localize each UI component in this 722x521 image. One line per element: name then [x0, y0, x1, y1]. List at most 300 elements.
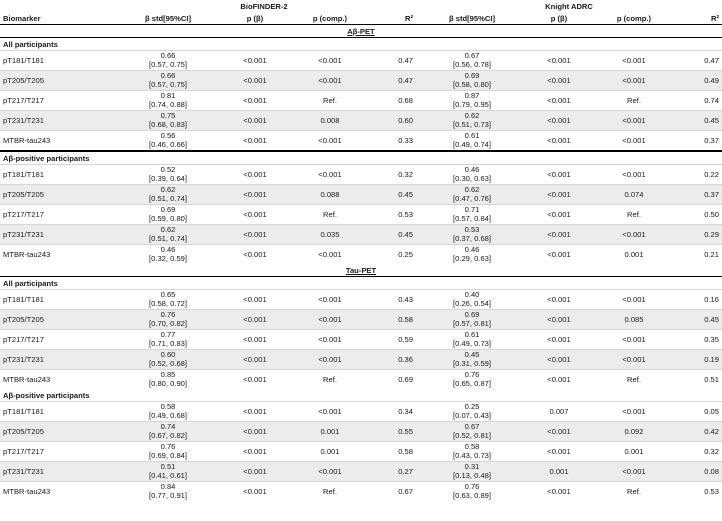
biofinder-r2-cell: 0.34 [374, 402, 416, 422]
knight-p-comp-cell: Ref. [590, 205, 678, 225]
biofinder-r2-cell: 0.32 [374, 165, 416, 185]
beta-value: 0.76 [160, 441, 176, 451]
knight-p-comp-cell: <0.001 [590, 51, 678, 71]
table-row [0, 245, 722, 265]
confidence-interval: [0.71, 0.83] [149, 338, 187, 348]
biomarker-cell: pT231/T231 [0, 111, 112, 131]
biofinder-beta-cell [112, 330, 224, 350]
biofinder-beta-cell [112, 370, 224, 390]
knight-beta-cell [416, 71, 528, 91]
beta-value: 0.66 [160, 50, 176, 60]
beta-value: 0.61 [464, 130, 480, 140]
biofinder-p-comp-cell: 0.088 [286, 185, 374, 205]
cohort-spacer [0, 0, 112, 12]
biofinder-p-beta-cell: <0.001 [224, 350, 286, 370]
biofinder-p-comp-cell: <0.001 [286, 131, 374, 152]
knight-beta-cell [416, 442, 528, 462]
biofinder-p-comp-cell: <0.001 [286, 462, 374, 482]
biofinder-beta-cell [112, 482, 224, 502]
knight-r2-cell: 0.37 [678, 131, 722, 152]
confidence-interval: [0.57, 0.84] [453, 213, 491, 223]
beta-value: 0.62 [464, 110, 480, 120]
group-row [0, 277, 722, 290]
knight-p-beta-cell: <0.001 [528, 370, 590, 390]
beta-value: 0.76 [160, 309, 176, 319]
header-r2: R² [678, 12, 722, 25]
biofinder-p-comp-cell: <0.001 [286, 350, 374, 370]
beta-value: 0.56 [160, 130, 176, 140]
biofinder-r2-cell: 0.45 [374, 225, 416, 245]
biomarker-cell: MTBR-tau243 [0, 245, 112, 265]
knight-p-beta-cell: <0.001 [528, 225, 590, 245]
table-row [0, 51, 722, 71]
knight-p-comp-cell: 0.074 [590, 185, 678, 205]
beta-value: 0.67 [464, 421, 480, 431]
confidence-interval: [0.51, 0.73] [453, 119, 491, 129]
confidence-interval: [0.77, 0.91] [149, 490, 187, 500]
knight-beta-cell [416, 462, 528, 482]
confidence-interval: [0.41, 0.61] [149, 470, 187, 480]
biomarker-cell: pT231/T231 [0, 462, 112, 482]
header-p-comp: p (comp.) [590, 12, 678, 25]
biomarker-cell: pT181/T181 [0, 51, 112, 71]
beta-value: 0.46 [160, 244, 176, 254]
beta-value: 0.62 [160, 184, 176, 194]
biofinder-p-beta-cell: <0.001 [224, 165, 286, 185]
beta-value: 0.61 [464, 329, 480, 339]
biofinder-r2-cell: 0.68 [374, 91, 416, 111]
confidence-interval: [0.79, 0.95] [453, 99, 491, 109]
beta-value: 0.76 [464, 369, 480, 379]
knight-p-beta-cell: <0.001 [528, 71, 590, 91]
confidence-interval: [0.43, 0.73] [453, 450, 491, 460]
knight-r2-cell: 0.42 [678, 422, 722, 442]
biofinder-beta-cell [112, 310, 224, 330]
biofinder-p-beta-cell: <0.001 [224, 422, 286, 442]
knight-beta-cell [416, 330, 528, 350]
biofinder-r2-cell: 0.58 [374, 442, 416, 462]
group-label: Aβ-positive participants [0, 389, 722, 402]
biofinder-p-beta-cell: <0.001 [224, 245, 286, 265]
biofinder-p-beta-cell: <0.001 [224, 131, 286, 152]
table-row [0, 462, 722, 482]
cohort-knight: Knight ADRC [545, 1, 593, 11]
biofinder-beta-cell [112, 91, 224, 111]
beta-value: 0.58 [160, 401, 176, 411]
knight-r2-cell: 0.29 [678, 225, 722, 245]
biofinder-r2-cell: 0.60 [374, 111, 416, 131]
biofinder-r2-cell: 0.33 [374, 131, 416, 152]
beta-value: 0.77 [160, 329, 176, 339]
section-row [0, 264, 722, 277]
header-beta-std: β std[95%CI] [112, 12, 224, 25]
table-row [0, 131, 722, 152]
biofinder-p-comp-cell: <0.001 [286, 165, 374, 185]
biomarker-cell: pT205/T205 [0, 310, 112, 330]
biofinder-beta-cell [112, 225, 224, 245]
knight-p-comp-cell: 0.085 [590, 310, 678, 330]
biofinder-p-comp-cell: <0.001 [286, 330, 374, 350]
beta-value: 0.69 [160, 204, 176, 214]
knight-r2-cell: 0.19 [678, 350, 722, 370]
beta-value: 0.81 [160, 90, 176, 100]
biofinder-p-beta-cell: <0.001 [224, 51, 286, 71]
confidence-interval: [0.13, 0.48] [453, 470, 491, 480]
knight-beta-cell [416, 402, 528, 422]
biofinder-r2-cell: 0.47 [374, 51, 416, 71]
confidence-interval: [0.69, 0.84] [149, 450, 187, 460]
knight-p-beta-cell: <0.001 [528, 482, 590, 502]
biomarker-cell: pT217/T217 [0, 442, 112, 462]
biomarker-cell: MTBR-tau243 [0, 131, 112, 152]
confidence-interval: [0.49, 0.68] [149, 410, 187, 420]
knight-r2-cell: 0.45 [678, 111, 722, 131]
knight-beta-cell [416, 225, 528, 245]
confidence-interval: [0.32, 0.59] [149, 253, 187, 263]
biofinder-p-comp-cell: Ref. [286, 91, 374, 111]
biofinder-p-comp-cell: Ref. [286, 205, 374, 225]
biofinder-p-comp-cell: Ref. [286, 370, 374, 390]
table-row [0, 310, 722, 330]
knight-r2-cell: 0.45 [678, 310, 722, 330]
biofinder-p-comp-cell: <0.001 [286, 245, 374, 265]
table-row [0, 422, 722, 442]
knight-beta-cell [416, 205, 528, 225]
knight-beta-cell [416, 310, 528, 330]
biofinder-beta-cell [112, 51, 224, 71]
beta-value: 0.87 [464, 90, 480, 100]
biofinder-p-beta-cell: <0.001 [224, 482, 286, 502]
knight-p-comp-cell: <0.001 [590, 402, 678, 422]
knight-r2-cell: 0.21 [678, 245, 722, 265]
biofinder-r2-cell: 0.67 [374, 482, 416, 502]
biomarker-cell: pT181/T181 [0, 402, 112, 422]
knight-p-beta-cell: <0.001 [528, 131, 590, 152]
biofinder-beta-cell [112, 442, 224, 462]
table-row [0, 225, 722, 245]
beta-value: 0.31 [464, 461, 480, 471]
biofinder-beta-cell [112, 350, 224, 370]
table-row [0, 330, 722, 350]
beta-value: 0.69 [464, 70, 480, 80]
group-row [0, 389, 722, 402]
group-label: Aβ-positive participants [0, 151, 722, 165]
knight-p-beta-cell: <0.001 [528, 51, 590, 71]
beta-value: 0.58 [464, 441, 480, 451]
header-p-beta: p (β) [528, 12, 590, 25]
biofinder-p-beta-cell: <0.001 [224, 205, 286, 225]
confidence-interval: [0.67, 0.82] [149, 430, 187, 440]
knight-p-comp-cell: <0.001 [590, 165, 678, 185]
beta-value: 0.60 [160, 349, 176, 359]
biofinder-beta-cell [112, 165, 224, 185]
knight-p-beta-cell: 0.001 [528, 462, 590, 482]
group-row [0, 151, 722, 165]
knight-r2-cell: 0.37 [678, 185, 722, 205]
biofinder-p-beta-cell: <0.001 [224, 370, 286, 390]
confidence-interval: [0.39, 0.64] [149, 173, 187, 183]
knight-r2-cell: 0.50 [678, 205, 722, 225]
biofinder-r2-cell: 0.25 [374, 245, 416, 265]
header-p-beta: p (β) [224, 12, 286, 25]
group-label: All participants [0, 277, 722, 290]
group-row [0, 38, 722, 51]
confidence-interval: [0.59, 0.80] [149, 213, 187, 223]
knight-p-comp-cell: <0.001 [590, 462, 678, 482]
confidence-interval: [0.07, 0.43] [453, 410, 491, 420]
confidence-interval: [0.31, 0.59] [453, 358, 491, 368]
biofinder-beta-cell [112, 422, 224, 442]
confidence-interval: [0.74, 0.88] [149, 99, 187, 109]
biomarker-cell: pT205/T205 [0, 71, 112, 91]
knight-p-beta-cell: <0.001 [528, 310, 590, 330]
biofinder-p-comp-cell: 0.008 [286, 111, 374, 131]
biofinder-p-beta-cell: <0.001 [224, 402, 286, 422]
knight-beta-cell [416, 111, 528, 131]
biomarker-cell: MTBR-tau243 [0, 370, 112, 390]
biomarker-cell: pT231/T231 [0, 350, 112, 370]
knight-p-beta-cell: <0.001 [528, 245, 590, 265]
header-p-comp: p (comp.) [286, 12, 374, 25]
biofinder-beta-cell [112, 462, 224, 482]
knight-beta-cell [416, 482, 528, 502]
knight-beta-cell [416, 290, 528, 310]
table-row [0, 91, 722, 111]
knight-beta-cell [416, 51, 528, 71]
biofinder-r2-cell: 0.47 [374, 71, 416, 91]
knight-r2-cell: 0.53 [678, 482, 722, 502]
knight-p-comp-cell: <0.001 [590, 71, 678, 91]
beta-value: 0.74 [160, 421, 176, 431]
beta-value: 0.85 [160, 369, 176, 379]
table-row [0, 165, 722, 185]
beta-value: 0.45 [464, 349, 480, 359]
knight-p-beta-cell: <0.001 [528, 330, 590, 350]
biofinder-p-beta-cell: <0.001 [224, 71, 286, 91]
biofinder-beta-cell [112, 111, 224, 131]
biomarker-cell: pT181/T181 [0, 290, 112, 310]
confidence-interval: [0.51, 0.74] [149, 233, 187, 243]
header-biomarker: Biomarker [0, 12, 112, 25]
confidence-interval: [0.58, 0.80] [453, 79, 491, 89]
biofinder-beta-cell [112, 71, 224, 91]
table-row [0, 290, 722, 310]
beta-value: 0.84 [160, 481, 176, 491]
knight-p-beta-cell: <0.001 [528, 422, 590, 442]
table-row [0, 370, 722, 390]
confidence-interval: [0.58, 0.72] [149, 298, 187, 308]
knight-p-comp-cell: <0.001 [590, 330, 678, 350]
knight-p-comp-cell: <0.001 [590, 131, 678, 152]
confidence-interval: [0.80, 0.90] [149, 378, 187, 388]
knight-p-beta-cell: <0.001 [528, 290, 590, 310]
group-label: All participants [0, 38, 722, 51]
beta-value: 0.40 [464, 289, 480, 299]
knight-p-beta-cell: <0.001 [528, 205, 590, 225]
beta-value: 0.62 [464, 184, 480, 194]
confidence-interval: [0.26, 0.54] [453, 298, 491, 308]
beta-value: 0.53 [464, 224, 480, 234]
column-header-row [0, 12, 722, 25]
knight-r2-cell: 0.08 [678, 462, 722, 482]
biofinder-p-beta-cell: <0.001 [224, 111, 286, 131]
biofinder-r2-cell: 0.45 [374, 185, 416, 205]
biomarker-cell: pT217/T217 [0, 205, 112, 225]
biofinder-p-comp-cell: Ref. [286, 482, 374, 502]
table-row [0, 442, 722, 462]
header-r2: R² [374, 12, 416, 25]
confidence-interval: [0.68, 0.83] [149, 119, 187, 129]
confidence-interval: [0.70, 0.82] [149, 318, 187, 328]
knight-p-beta-cell: <0.001 [528, 111, 590, 131]
knight-beta-cell [416, 185, 528, 205]
knight-p-beta-cell: <0.001 [528, 185, 590, 205]
knight-r2-cell: 0.22 [678, 165, 722, 185]
knight-beta-cell [416, 350, 528, 370]
biomarker-cell: pT231/T231 [0, 225, 112, 245]
section-row [0, 25, 722, 38]
biofinder-r2-cell: 0.59 [374, 330, 416, 350]
biofinder-p-comp-cell: 0.001 [286, 442, 374, 462]
knight-p-beta-cell: <0.001 [528, 442, 590, 462]
beta-value: 0.51 [160, 461, 176, 471]
biofinder-p-comp-cell: <0.001 [286, 402, 374, 422]
beta-value: 0.46 [464, 244, 480, 254]
biofinder-p-beta-cell: <0.001 [224, 462, 286, 482]
confidence-interval: [0.37, 0.68] [453, 233, 491, 243]
beta-value: 0.67 [464, 50, 480, 60]
biomarker-cell: pT217/T217 [0, 91, 112, 111]
biofinder-r2-cell: 0.36 [374, 350, 416, 370]
biofinder-r2-cell: 0.55 [374, 422, 416, 442]
section-title: Tau-PET [0, 264, 722, 277]
biomarker-cell: MTBR-tau243 [0, 482, 112, 502]
knight-p-comp-cell: Ref. [590, 91, 678, 111]
biofinder-beta-cell [112, 185, 224, 205]
biofinder-p-beta-cell: <0.001 [224, 290, 286, 310]
beta-value: 0.52 [160, 164, 176, 174]
confidence-interval: [0.49, 0.73] [453, 338, 491, 348]
biomarker-cell: pT217/T217 [0, 330, 112, 350]
knight-p-beta-cell: <0.001 [528, 350, 590, 370]
knight-p-comp-cell: <0.001 [590, 350, 678, 370]
knight-p-comp-cell: 0.001 [590, 442, 678, 462]
biofinder-beta-cell [112, 205, 224, 225]
knight-r2-cell: 0.74 [678, 91, 722, 111]
beta-value: 0.75 [160, 110, 176, 120]
knight-p-comp-cell: 0.092 [590, 422, 678, 442]
confidence-interval: [0.51, 0.74] [149, 193, 187, 203]
biofinder-r2-cell: 0.69 [374, 370, 416, 390]
confidence-interval: [0.52, 0.81] [453, 430, 491, 440]
beta-value: 0.69 [464, 309, 480, 319]
confidence-interval: [0.52, 0.68] [149, 358, 187, 368]
knight-p-comp-cell: Ref. [590, 370, 678, 390]
confidence-interval: [0.56, 0.78] [453, 59, 491, 69]
beta-value: 0.76 [464, 481, 480, 491]
knight-beta-cell [416, 422, 528, 442]
table-row [0, 402, 722, 422]
confidence-interval: [0.57, 0.81] [453, 318, 491, 328]
table-row [0, 205, 722, 225]
biofinder-p-beta-cell: <0.001 [224, 185, 286, 205]
knight-r2-cell: 0.51 [678, 370, 722, 390]
beta-value: 0.25 [464, 401, 480, 411]
knight-beta-cell [416, 131, 528, 152]
biofinder-beta-cell [112, 290, 224, 310]
knight-p-comp-cell: Ref. [590, 482, 678, 502]
biomarker-cell: pT181/T181 [0, 165, 112, 185]
knight-r2-cell: 0.32 [678, 442, 722, 462]
biomarker-cell: pT205/T205 [0, 422, 112, 442]
biofinder-p-comp-cell: <0.001 [286, 71, 374, 91]
biofinder-p-comp-cell: 0.001 [286, 422, 374, 442]
biofinder-p-comp-cell: <0.001 [286, 290, 374, 310]
knight-p-comp-cell: <0.001 [590, 290, 678, 310]
knight-p-comp-cell: 0.001 [590, 245, 678, 265]
cohort-header-row [0, 0, 722, 12]
knight-beta-cell [416, 165, 528, 185]
knight-p-beta-cell: <0.001 [528, 165, 590, 185]
knight-r2-cell: 0.47 [678, 51, 722, 71]
biofinder-p-comp-cell: 0.035 [286, 225, 374, 245]
biofinder-r2-cell: 0.58 [374, 310, 416, 330]
confidence-interval: [0.65, 0.87] [453, 378, 491, 388]
header-beta-std: β std[95%CI] [416, 12, 528, 25]
beta-value: 0.65 [160, 289, 176, 299]
knight-beta-cell [416, 91, 528, 111]
biofinder-p-beta-cell: <0.001 [224, 442, 286, 462]
biofinder-r2-cell: 0.27 [374, 462, 416, 482]
knight-p-beta-cell: <0.001 [528, 91, 590, 111]
biofinder-beta-cell [112, 402, 224, 422]
biofinder-p-comp-cell: <0.001 [286, 51, 374, 71]
beta-value: 0.62 [160, 224, 176, 234]
knight-p-beta-cell: 0.007 [528, 402, 590, 422]
section-title: Aβ-PET [0, 25, 722, 38]
biofinder-r2-cell: 0.53 [374, 205, 416, 225]
table-row [0, 482, 722, 502]
confidence-interval: [0.63, 0.89] [453, 490, 491, 500]
knight-p-comp-cell: <0.001 [590, 111, 678, 131]
confidence-interval: [0.30, 0.63] [453, 173, 491, 183]
knight-r2-cell: 0.16 [678, 290, 722, 310]
beta-value: 0.66 [160, 70, 176, 80]
table-row [0, 185, 722, 205]
biomarker-cell: pT205/T205 [0, 185, 112, 205]
knight-beta-cell [416, 370, 528, 390]
biofinder-p-beta-cell: <0.001 [224, 310, 286, 330]
confidence-interval: [0.49, 0.74] [453, 139, 491, 149]
biofinder-r2-cell: 0.43 [374, 290, 416, 310]
biofinder-beta-cell [112, 131, 224, 152]
beta-value: 0.71 [464, 204, 480, 214]
table-body [0, 25, 722, 502]
knight-r2-cell: 0.05 [678, 402, 722, 422]
knight-r2-cell: 0.35 [678, 330, 722, 350]
table-row [0, 71, 722, 91]
cohort-biofinder: BioFINDER-2 [240, 1, 288, 11]
biofinder-p-beta-cell: <0.001 [224, 225, 286, 245]
biofinder-beta-cell [112, 245, 224, 265]
confidence-interval: [0.29, 0.63] [453, 253, 491, 263]
confidence-interval: [0.57, 0.75] [149, 79, 187, 89]
beta-value: 0.46 [464, 164, 480, 174]
table-row [0, 350, 722, 370]
table-row [0, 111, 722, 131]
biofinder-p-beta-cell: <0.001 [224, 91, 286, 111]
confidence-interval: [0.46, 0.66] [149, 139, 187, 149]
